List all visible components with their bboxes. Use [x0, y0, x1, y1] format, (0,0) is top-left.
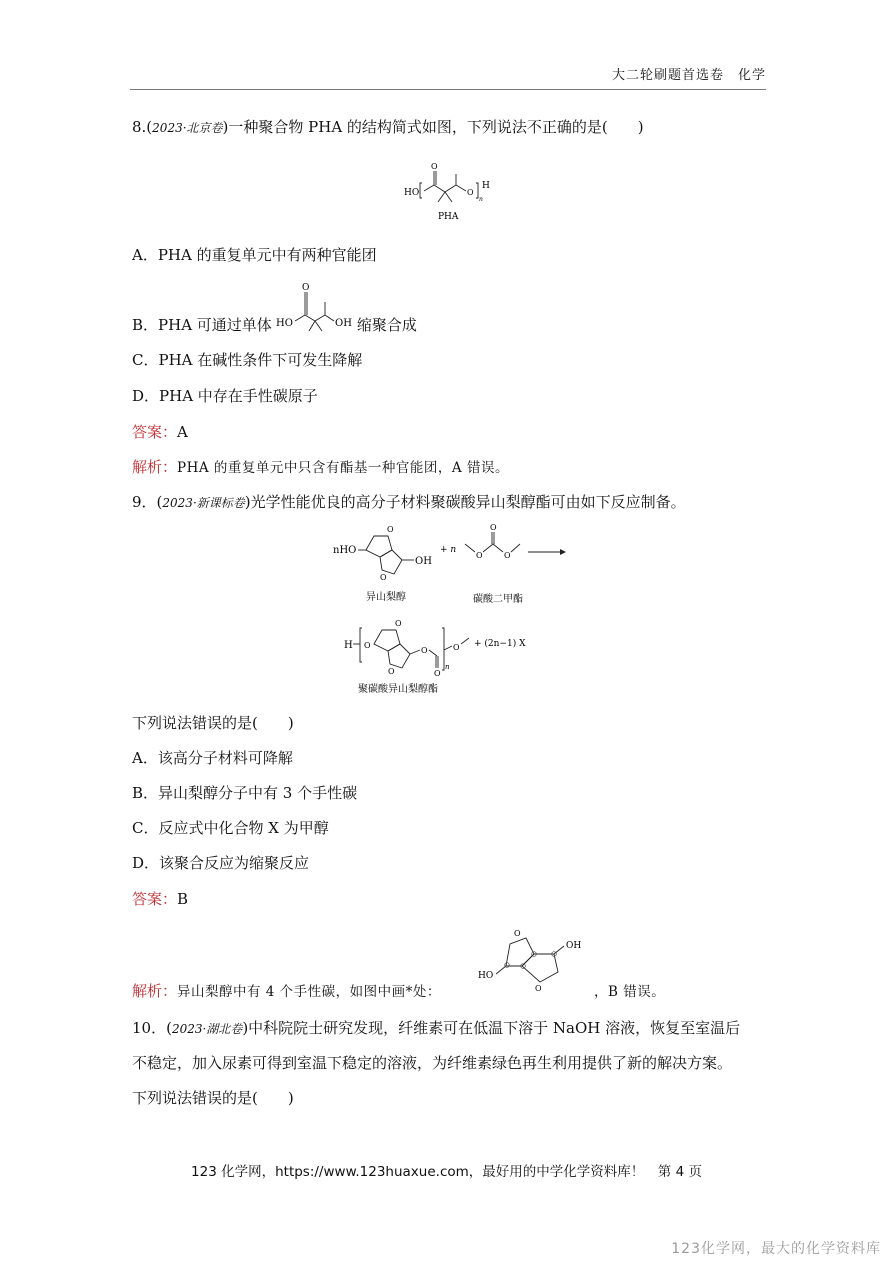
q10-stem: 10．(2023·湖北卷)中科院院士研究发现，纤维素可在低温下溶于 NaOH 溶液，恢复至室温后	[132, 1019, 741, 1037]
q9-stem: 9．(2023·新课标卷)光学性能优良的高分子材料聚碳酸异山梨醇酯可由如下反应制备。	[132, 493, 686, 511]
q9-analysis-end: ，B 错误。	[594, 984, 666, 1000]
q9-option-b: B．异山梨醇分子中有 3 个手性碳	[132, 784, 358, 802]
q8-stem: 8.(2023·北京卷)一种聚合物 PHA 的结构简式如图，下列说法不正确的是( )	[132, 118, 644, 136]
svg-text:O: O	[453, 643, 460, 652]
q8-answer: 答案：A	[132, 423, 188, 441]
svg-text:OH: OH	[566, 941, 582, 951]
svg-text:O: O	[388, 667, 395, 676]
q8-option-b: B．PHA 可通过单体 缩聚合成	[132, 316, 417, 334]
svg-text:OH: OH	[335, 318, 352, 329]
svg-text:O: O	[387, 525, 394, 534]
svg-text:nHO: nHO	[333, 545, 357, 556]
svg-text:H: H	[344, 640, 353, 651]
q8-option-d: D．PHA 中存在手性碳原子	[132, 387, 318, 405]
q9-source: 2023·新课标卷	[162, 496, 245, 510]
svg-text:O: O	[421, 646, 428, 655]
q9-option-d: D．该聚合反应为缩聚反应	[132, 854, 310, 872]
svg-text:O: O	[490, 523, 497, 532]
svg-text:O: O	[476, 551, 483, 560]
q9-answer: 答案：B	[132, 890, 189, 908]
q8-source: 2023·北京卷	[152, 121, 223, 135]
site-watermark: 123化学网，最大的化学资料库	[671, 1241, 881, 1257]
q10-stem-line2: 不稳定，加入尿素可得到室温下稳定的溶液，为纤维素绿色再生利用提供了新的解决方案。	[132, 1054, 733, 1072]
q9-prompt: 下列说法错误的是( )	[132, 714, 294, 732]
svg-text:OH: OH	[415, 556, 432, 567]
q9-analysis: 解析：异山梨醇中有 4 个手性碳，如图中画*处：	[132, 982, 441, 1000]
q10-prompt: 下列说法错误的是( )	[132, 1089, 294, 1107]
page-footer: 123 化学网，https://www.123huaxue.com，最好用的中学化学资料库！ 第 4 页	[191, 1164, 702, 1180]
svg-text:+ (2n−1) X: + (2n−1) X	[474, 639, 526, 649]
q9-reaction-figure	[330, 522, 570, 701]
q8-option-c: C．PHA 在碱性条件下可发生降解	[132, 351, 363, 369]
q8-analysis: 解析：PHA 的重复单元中只含有酯基一种官能团，A 错误。	[132, 458, 509, 476]
q8-option-a: A．PHA 的重复单元中有两种官能团	[132, 246, 377, 264]
svg-text:O: O	[364, 641, 371, 650]
svg-text:PHA: PHA	[438, 212, 459, 222]
q9-option-c: C．反应式中化合物 X 为甲醇	[132, 819, 329, 837]
svg-text:HO: HO	[276, 318, 293, 329]
svg-text:HO: HO	[404, 188, 420, 198]
svg-text:O: O	[380, 573, 387, 582]
svg-text:聚碳酸异山梨醇酯: 聚碳酸异山梨醇酯	[358, 684, 438, 695]
svg-text:碳酸二甲酯: 碳酸二甲酯	[473, 594, 523, 605]
svg-text:O: O	[431, 162, 438, 171]
svg-text:O: O	[467, 188, 474, 197]
svg-text:+ n: + n	[440, 545, 457, 555]
svg-text:O: O	[504, 551, 511, 560]
svg-text:O: O	[535, 984, 542, 993]
svg-text:O: O	[302, 283, 310, 293]
svg-text:n: n	[479, 196, 483, 203]
monomer-structure-figure	[272, 280, 362, 338]
svg-text:异山梨醇: 异山梨醇	[366, 592, 406, 603]
svg-text:O: O	[434, 669, 441, 678]
q9-option-a: A．该高分子材料可降解	[132, 749, 293, 767]
svg-text:H: H	[482, 181, 490, 191]
svg-text:n: n	[445, 663, 450, 671]
isosorbide-chiral-figure	[474, 926, 594, 998]
q10-source: 2023·湖北卷	[171, 1022, 243, 1036]
pha-structure-figure	[400, 158, 510, 228]
svg-text:HO: HO	[478, 971, 494, 981]
svg-text:O: O	[395, 619, 402, 628]
svg-text:O: O	[514, 929, 521, 938]
page-header: 大二轮刷题首选卷 化学	[130, 64, 766, 90]
